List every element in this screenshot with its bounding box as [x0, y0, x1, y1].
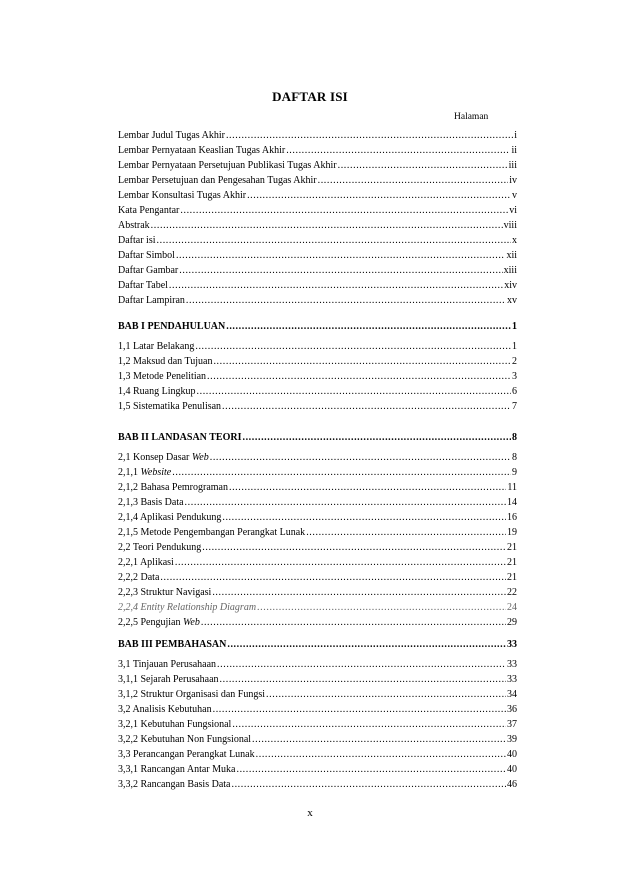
toc-entry-label: 2,2,1 Aplikasi	[118, 557, 174, 568]
toc-entry	[118, 701, 517, 715]
toc-entry	[118, 509, 517, 523]
toc-entry-label: 2,1,1 Website	[118, 467, 172, 478]
toc-entry-page: xiii	[503, 265, 517, 276]
toc-entry-label: 1,3 Metode Penelitian	[118, 371, 207, 382]
toc-entry-page: 33	[507, 639, 517, 650]
toc-dot-leader	[160, 572, 506, 583]
toc-dot-leader	[169, 280, 503, 291]
toc-dot-leader	[212, 587, 506, 598]
toc-entry-label: 1,2 Maksud dan Tujuan	[118, 356, 213, 367]
toc-entry-page: 2	[512, 356, 517, 367]
toc-entry	[118, 262, 517, 276]
toc-entry	[118, 494, 517, 508]
toc-entry-label: 3,1,1 Sejarah Perusahaan	[118, 674, 219, 685]
toc-dot-leader	[222, 512, 506, 523]
toc-entry-label: BAB III PEMBAHASAN	[118, 639, 227, 650]
toc-dot-leader	[220, 674, 506, 685]
toc-entry-page: 22	[507, 587, 517, 598]
toc-entry	[118, 277, 517, 291]
toc-entry-page: 6	[512, 386, 517, 397]
toc-entry-page: xiv	[504, 280, 517, 291]
toc-entry-page: 24	[507, 602, 517, 613]
toc-entry-label: Lembar Persetujuan dan Pengesahan Tugas Akhir	[118, 175, 317, 186]
toc-entry-label: 1,1 Latar Belakang	[118, 341, 195, 352]
page-column-header: Halaman	[454, 112, 489, 122]
toc-entry-label: 3,2 Analisis Kebutuhan	[118, 704, 212, 715]
toc-dot-leader	[213, 356, 511, 367]
page-title: DAFTAR ISI	[272, 89, 348, 104]
toc-entry-label: Daftar Gambar	[118, 265, 179, 276]
toc-entry-label: 3,3 Perancangan Perangkat Lunak	[118, 749, 255, 760]
toc-entry-page: 7	[512, 401, 517, 412]
toc-dot-leader	[338, 160, 508, 171]
toc-dot-leader	[252, 734, 506, 745]
toc-entry-label: BAB II LANDASAN TEORI	[118, 432, 242, 443]
toc-entry-page: 1	[512, 321, 517, 332]
toc-entry-page: 8	[512, 432, 517, 443]
toc-entry	[118, 746, 517, 760]
toc-entry-label: 2,1,4 Aplikasi Pendukung	[118, 512, 222, 523]
toc-dot-leader	[256, 749, 506, 760]
toc-entry	[118, 232, 517, 246]
toc-entry	[118, 292, 517, 306]
toc-entry-label: 2,1,5 Metode Pengembangan Perangkat Lunak	[118, 527, 306, 538]
toc-dot-leader	[257, 602, 506, 613]
toc-entry-label: 3,1,2 Struktur Organisasi dan Fungsi	[118, 689, 266, 700]
toc-dot-leader	[242, 432, 511, 443]
toc-dot-leader	[197, 386, 512, 397]
toc-entry	[118, 157, 517, 171]
footer-page-number: x	[307, 807, 313, 819]
toc-entry-label: 3,2,2 Kebutuhan Non Fungsional	[118, 734, 252, 745]
toc-entry-page: 29	[507, 617, 517, 628]
toc-entry-page: 9	[512, 467, 517, 478]
toc-chapter-entry	[118, 636, 517, 650]
toc-entry	[118, 202, 517, 216]
toc-dot-leader	[186, 295, 506, 306]
toc-entry	[118, 686, 517, 700]
toc-dot-leader	[229, 482, 506, 493]
toc-entry-label: 1,5 Sistematika Penulisan	[118, 401, 222, 412]
toc-entry-page: 16	[507, 512, 517, 523]
toc-entry	[118, 539, 517, 553]
toc-entry-page: 21	[507, 557, 517, 568]
toc-entry-label: 2,1,2 Bahasa Pemrograman	[118, 482, 228, 493]
toc-dot-leader	[306, 527, 506, 538]
toc-entry-page: vi	[509, 205, 517, 216]
toc-dot-leader	[236, 764, 506, 775]
toc-entry-label: 3,3,2 Rancangan Basis Data	[118, 779, 231, 790]
toc-entry	[118, 584, 517, 598]
toc-dot-leader	[286, 145, 510, 156]
toc-dot-leader	[185, 497, 506, 508]
toc-dot-leader	[222, 401, 511, 412]
toc-dot-leader	[266, 689, 506, 700]
toc-entry	[118, 569, 517, 583]
toc-entry-page: 3	[512, 371, 517, 382]
toc-entry	[118, 368, 517, 382]
toc-chapter-entry	[118, 318, 517, 332]
toc-dot-leader	[227, 639, 506, 650]
toc-entry-label: 3,3,1 Rancangan Antar Muka	[118, 764, 236, 775]
toc-entry	[118, 187, 517, 201]
toc-dot-leader	[179, 265, 502, 276]
toc-entry-label: Lembar Pernyataan Keaslian Tugas Akhir	[118, 145, 286, 156]
toc-entry	[118, 656, 517, 670]
toc-dot-leader	[232, 719, 506, 730]
toc-entry-label: Daftar Lampiran	[118, 295, 185, 306]
toc-dot-leader	[202, 542, 506, 553]
toc-entry-page: 14	[507, 497, 517, 508]
toc-dot-leader	[151, 220, 503, 231]
toc-dot-leader	[180, 205, 508, 216]
toc-entry	[118, 479, 517, 493]
toc-dot-leader	[213, 704, 506, 715]
toc-entry	[118, 449, 517, 463]
toc-entry-label: 2,2,2 Data	[118, 572, 160, 583]
toc-entry-page: 8	[512, 452, 517, 463]
toc-entry-page: 19	[507, 527, 517, 538]
toc-entry	[118, 554, 517, 568]
toc-entry-page: 21	[507, 542, 517, 553]
toc-dot-leader	[217, 659, 506, 670]
toc-chapter-entry	[118, 429, 517, 443]
toc-entry-label: Lembar Judul Tugas Akhir	[118, 130, 225, 141]
toc-entry	[118, 614, 517, 628]
toc-entry-page: xv	[507, 295, 517, 306]
toc-entry-page: 39	[507, 734, 517, 745]
toc-entry-page: viii	[503, 220, 517, 231]
toc-entry-label: 2,1,3 Basis Data	[118, 497, 184, 508]
toc-entry-page: 33	[507, 674, 517, 685]
toc-entry	[118, 338, 517, 352]
toc-entry-page: 33	[507, 659, 517, 670]
toc-dot-leader	[210, 452, 511, 463]
toc-entry-label: Daftar Simbol	[118, 250, 175, 261]
toc-entry	[118, 398, 517, 412]
toc-entry-label: Abstrak	[118, 220, 150, 231]
toc-dot-leader	[231, 779, 506, 790]
toc-dot-leader	[247, 190, 511, 201]
toc-entry	[118, 599, 517, 613]
toc-dot-leader	[175, 557, 506, 568]
toc-dot-leader	[226, 130, 513, 141]
toc-entry	[118, 761, 517, 775]
toc-entry-label: 2,2,3 Struktur Navigasi	[118, 587, 212, 598]
toc-entry-page: 40	[507, 764, 517, 775]
toc-dot-leader	[195, 341, 511, 352]
toc-entry-page: 21	[507, 572, 517, 583]
toc-entry	[118, 142, 517, 156]
toc-entry-label: Kata Pengantar	[118, 205, 180, 216]
toc-entry-label: Daftar isi	[118, 235, 156, 246]
toc-dot-leader	[226, 321, 511, 332]
toc-entry-page: 40	[507, 749, 517, 760]
toc-dot-leader	[207, 371, 511, 382]
toc-entry	[118, 127, 517, 141]
toc-entry-page: 1	[512, 341, 517, 352]
toc-entry-label: Lembar Konsultasi Tugas Akhir	[118, 190, 247, 201]
toc-entry	[118, 524, 517, 538]
toc-entry-label: 2,2,5 Pengujian Web	[118, 617, 200, 628]
toc-entry-label: 1,4 Ruang Lingkup	[118, 386, 196, 397]
toc-entry-label: 3,1 Tinjauan Perusahaan	[118, 659, 217, 670]
toc-entry	[118, 383, 517, 397]
toc-entry-page: 34	[507, 689, 517, 700]
toc-entry	[118, 671, 517, 685]
toc-entry-page: 46	[507, 779, 517, 790]
toc-dot-leader	[157, 235, 512, 246]
toc-dot-leader	[172, 467, 511, 478]
toc-entry	[118, 172, 517, 186]
toc-entry	[118, 217, 517, 231]
toc-entry-page: ii	[511, 145, 517, 156]
toc-entry-page: i	[514, 130, 517, 141]
toc-dot-leader	[318, 175, 509, 186]
toc-entry-label: 2,1 Konsep Dasar Web	[118, 452, 209, 463]
toc-entry-label: Lembar Pernyataan Persetujuan Publikasi Tugas Akhir	[118, 160, 337, 171]
toc-entry	[118, 716, 517, 730]
toc-entry-page: 37	[507, 719, 517, 730]
toc-entry	[118, 776, 517, 790]
toc-dot-leader	[201, 617, 506, 628]
toc-entry	[118, 731, 517, 745]
toc-entry-label: 2,2 Teori Pendukung	[118, 542, 202, 553]
toc-dot-leader	[176, 250, 506, 261]
toc-entry-page: v	[512, 190, 517, 201]
toc-entry-label: 3,2,1 Kebutuhan Fungsional	[118, 719, 232, 730]
toc-entry-label: 2,2,4 Entity Relationship Diagram	[118, 602, 257, 613]
toc-entry-label: BAB I PENDAHULUAN	[118, 321, 226, 332]
toc-entry	[118, 464, 517, 478]
toc-entry-page: 11	[507, 482, 517, 493]
toc-entry	[118, 353, 517, 367]
toc-entry-page: 36	[507, 704, 517, 715]
toc-entry-page: xii	[506, 250, 517, 261]
toc-entry	[118, 247, 517, 261]
toc-entry-page: iii	[508, 160, 517, 171]
toc-entry-page: iv	[509, 175, 517, 186]
toc-entry-label: Daftar Tabel	[118, 280, 168, 291]
toc-entry-page: x	[512, 235, 517, 246]
